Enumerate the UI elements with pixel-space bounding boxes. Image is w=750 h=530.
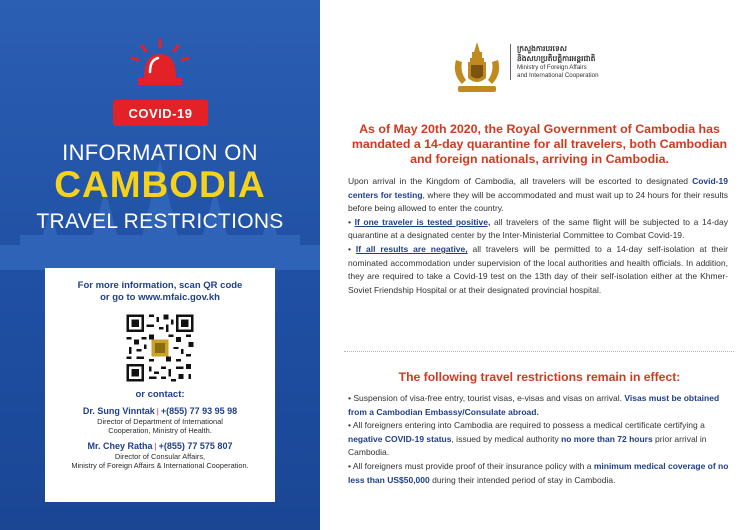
separator: | — [156, 407, 159, 416]
l2-text-a: • All foreigners entering into Cambodia are required to possess a medical certificate certifying a — [348, 420, 705, 431]
contact-2-role-line1: Director of Consular Affairs, — [114, 452, 206, 461]
l2-bold-b: negative COVID-19 status — [348, 433, 452, 444]
more-info-line1: For more information, scan QR code — [77, 280, 243, 291]
p2-bold: If one traveler is tested positive, — [354, 216, 491, 227]
ministry-en-line2: and International Cooperation — [517, 72, 599, 79]
p3-bold: If all results are negative, — [355, 243, 468, 254]
contact-1-role-line1: Director of Department of International — [97, 417, 223, 426]
more-info-text — [45, 280, 275, 304]
ministry-km-line2: និងសហប្រតិបត្តិការអន្តរជាតិ — [517, 54, 596, 63]
ministry-km-line1: ក្រសួងការបរទេស — [517, 44, 567, 53]
contact-2-name: Mr. Chey Ratha — [87, 441, 153, 451]
contact-2-phone[interactable]: +(855) 77 575 807 — [158, 441, 233, 451]
l3-text-a: • All foreigners must provide proof of their insurance policy with a — [348, 460, 594, 471]
left-panel — [0, 0, 320, 530]
list-item — [348, 419, 738, 460]
contact-1-phone[interactable]: +(855) 77 93 95 98 — [160, 406, 238, 416]
bullet: • — [348, 216, 355, 227]
body-text — [348, 175, 728, 297]
qr-code[interactable] — [124, 312, 196, 384]
l2-bold-d: no more than 72 hours — [561, 433, 653, 444]
covid-badge: COVID-19 — [113, 100, 208, 126]
divider — [344, 351, 734, 352]
paragraph-positive — [348, 216, 728, 243]
p3-text: all travelers will be permitted to a 14-day self-isolation at their nominated accommodation under supervision of the local authorities and health officials. In addition, they are required to take a Covid-19 test on the 13th day of their self-isolation either at the Khmer-Soviet Friendship Hospital or at their designated provincial hospital. — [348, 243, 728, 295]
more-info-prefix: or go to — [100, 292, 139, 303]
paragraph-arrival — [348, 175, 728, 216]
ministry-en-line1: Ministry of Foreign Affairs — [517, 64, 587, 71]
right-panel — [320, 0, 750, 530]
l2-text-c: , issued by medical authority — [451, 433, 562, 444]
l3-bold: minimum medical coverage of no less than US$50,000 — [348, 460, 729, 485]
p1-text-a: Upon arrival in the Kingdom of Cambodia, all travelers will be escorted to designated — [348, 176, 693, 186]
l2-text-e: prior arrival in Cambodia. — [348, 433, 707, 458]
contact-1-role-line2: Cooperation, Ministry of Health. — [108, 426, 212, 435]
separator: | — [154, 442, 157, 451]
alarm-siren-icon — [128, 38, 192, 88]
or-contact-label: or contact: — [135, 389, 185, 400]
bullet: • — [348, 243, 356, 254]
headline: As of May 20th 2020, the Royal Government of Cambodia has mandated a 14-day quarantine for all travelers, both Cambodian and foreign nationals, arriving in Cambodia. — [351, 122, 728, 166]
l1-bold: Visas must be obtained from a Cambodian Embassy/Consulate abroad. — [348, 393, 720, 417]
contact-2-role-line2: Ministry of Foreign Affairs & International Cooperation. — [71, 461, 249, 470]
list-item — [348, 392, 738, 419]
restrictions-list — [348, 392, 738, 487]
l1-text: • Suspension of visa-free entry, tourist visas, e-visas and visas on arrival. — [348, 393, 625, 403]
contact-1-name: Dr. Sung Vinntak — [82, 406, 155, 416]
list-item — [348, 460, 738, 487]
p2-text: all travelers of the same flight will be subjected to a 14-day quarantine at a designated center by the Inter-Ministerial Committee to Combat Covid-19. — [348, 216, 728, 241]
restrictions-heading: The following travel restrictions remain in effect: — [398, 370, 681, 384]
title-line-1: INFORMATION ON — [62, 140, 258, 165]
royal-crest-icon — [450, 40, 504, 96]
l3-text-c: during their intended period of stay in Cambodia. — [429, 474, 616, 485]
p1-bold: Covid-19 centers for testing — [348, 176, 728, 200]
ministry-name — [510, 44, 640, 80]
p1-text-c: , where they will be accommodated and must wait up to 24 hours for their results before being allowed to enter the country. — [348, 189, 729, 214]
title-cambodia: CAMBODIA — [54, 164, 266, 205]
contact-1 — [45, 406, 275, 435]
contact-2 — [45, 441, 275, 470]
paragraph-negative — [348, 243, 728, 297]
contact-card — [45, 268, 275, 502]
website-link[interactable]: www.mfaic.gov.kh — [138, 292, 220, 303]
title-line-3: TRAVEL RESTRICTIONS — [36, 210, 284, 233]
